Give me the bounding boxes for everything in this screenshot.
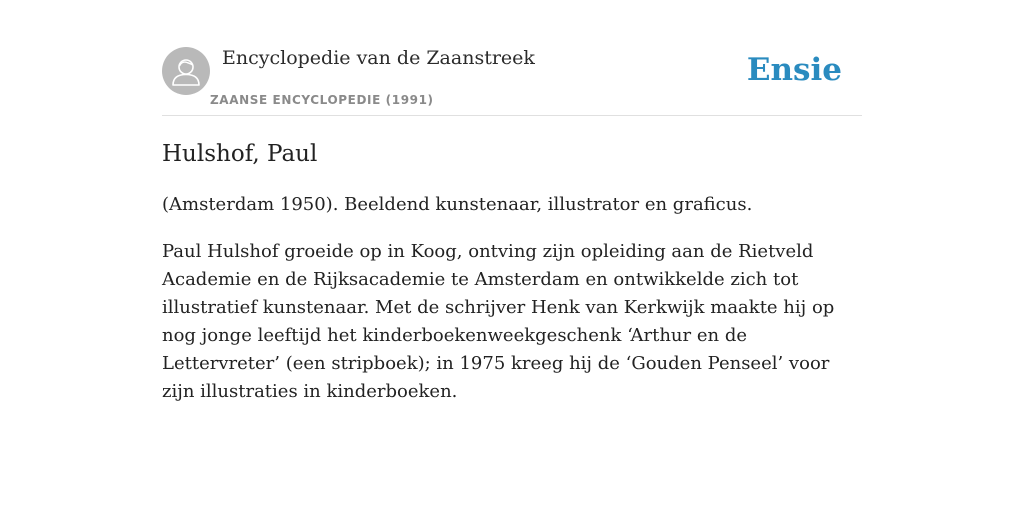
encyclopedia-subtitle: ZAANSE ENCYCLOPEDIE (1991) [210, 93, 434, 107]
site-title[interactable]: Encyclopedie van de Zaanstreek [222, 47, 535, 69]
user-icon[interactable] [162, 47, 210, 95]
article [162, 138, 862, 406]
article-paragraph-body: Paul Hulshof groeide op in Koog, ontving zijn opleiding aan de Rietveld Academie en de Rijksacademie te Amsterdam en ontwikkelde zich tot illustratief kunstenaar. Met de schrijver Henk van Kerkwijk maakte hij op nog jonge leeftijd het kinderboekenweekgeschenk ‘Arthur en de Lettervreter’ (een stripboek); in 1975 kreeg hij de ‘Gouden Penseel’ voor zijn illustraties in kinderboeken. [162, 241, 835, 402]
article-title: Hulshof, Paul [162, 141, 318, 167]
article-paragraph-intro: (Amsterdam 1950). Beeldend kunstenaar, illustrator en graficus. [162, 194, 753, 215]
header [162, 40, 862, 116]
brand-logo[interactable]: Ensie [746, 52, 842, 88]
